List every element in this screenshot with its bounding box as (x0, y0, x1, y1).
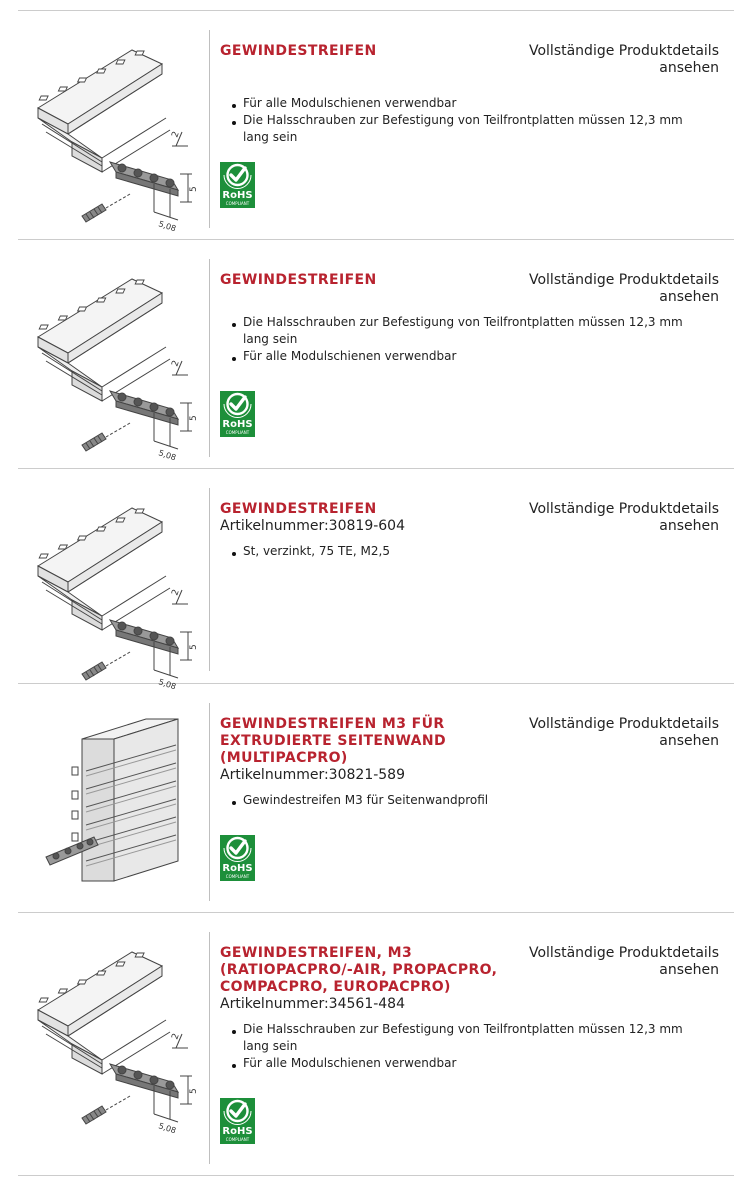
rohs-sublabel: COMPLIANT (225, 201, 250, 206)
column-separator (209, 30, 210, 228)
feature-bullet: St, verzinkt, 75 TE, M2,5 (230, 543, 700, 560)
feature-bullet: Gewindestreifen M3 für Seitenwandprofil (230, 792, 700, 809)
article-number: Artikelnummer:34561-484 (220, 996, 405, 1012)
threaded-strip-product-image[interactable] (22, 34, 208, 234)
feature-bullet: Für alle Modulschienen verwendbar (230, 95, 700, 112)
feature-bullet: Die Halsschrauben zur Befestigung von Teilfrontplatten müssen 12,3 mm lang sein (230, 314, 700, 348)
product-info (220, 716, 500, 784)
rohs-compliant-icon (220, 1098, 255, 1144)
feature-bullet: Die Halsschrauben zur Befestigung von Teilfrontplatten müssen 12,3 mm lang sein (230, 112, 700, 146)
view-product-details-link[interactable]: Vollständige Produktdetails ansehen (528, 272, 719, 305)
rohs-sublabel: COMPLIANT (225, 430, 250, 435)
svg-text:5,08: 5,08 (157, 677, 178, 692)
svg-text:2: 2 (170, 359, 182, 369)
column-separator (209, 259, 210, 457)
svg-text:2: 2 (170, 1032, 182, 1042)
rohs-compliant-icon (220, 835, 255, 881)
view-product-details-link[interactable]: Vollständige Produktdetails ansehen (528, 716, 719, 749)
product-info (220, 501, 500, 535)
product-row (0, 468, 746, 692)
product-title[interactable]: GEWINDESTREIFEN (220, 43, 377, 59)
threaded-strip-product-image[interactable] (22, 492, 208, 692)
side-wall-product-image[interactable] (22, 711, 208, 901)
product-title[interactable]: GEWINDESTREIFEN (220, 501, 377, 517)
svg-text:5,08: 5,08 (157, 219, 178, 234)
product-row (0, 683, 746, 912)
rohs-label: RoHS (222, 1126, 253, 1137)
product-row (0, 912, 746, 1175)
column-separator (209, 932, 210, 1164)
svg-text:2: 2 (170, 130, 182, 140)
article-number: Artikelnummer:30821-589 (220, 767, 405, 783)
feature-list (230, 543, 700, 560)
rohs-compliant-icon (220, 162, 255, 208)
article-number: Artikelnummer:30819-604 (220, 518, 405, 534)
rohs-label: RoHS (222, 863, 253, 874)
feature-bullet: Für alle Modulschienen verwendbar (230, 1055, 700, 1072)
product-row (0, 239, 746, 468)
svg-text:2: 2 (170, 588, 182, 598)
product-row (0, 10, 746, 239)
row-divider (18, 1175, 734, 1176)
feature-list (230, 314, 700, 365)
feature-list (230, 95, 700, 146)
svg-text:5,08: 5,08 (157, 1121, 178, 1136)
feature-list (230, 792, 700, 809)
product-info (220, 945, 500, 1013)
threaded-strip-product-image[interactable] (22, 263, 208, 463)
rohs-label: RoHS (222, 190, 253, 201)
svg-text:5: 5 (189, 186, 199, 192)
feature-bullet: Die Halsschrauben zur Befestigung von Teilfrontplatten müssen 12,3 mm lang sein (230, 1021, 700, 1055)
svg-text:5: 5 (189, 644, 199, 650)
svg-text:5: 5 (189, 1088, 199, 1094)
rohs-label: RoHS (222, 419, 253, 430)
view-product-details-link[interactable]: Vollständige Produktdetails ansehen (528, 501, 719, 534)
product-info (220, 272, 500, 289)
svg-text:5,08: 5,08 (157, 448, 178, 463)
threaded-strip-product-image[interactable] (22, 936, 208, 1136)
product-title[interactable]: GEWINDESTREIFEN (220, 272, 377, 288)
product-title[interactable]: GEWINDESTREIFEN M3 FÜR EXTRUDIERTE SEITENWAND (MULTIPACPRO) (220, 716, 447, 766)
svg-text:5: 5 (189, 415, 199, 421)
product-title[interactable]: GEWINDESTREIFEN, M3 (RATIOPACPRO/-AIR, PROPACPRO, COMPACPRO, EUROPACPRO) (220, 945, 498, 995)
rohs-sublabel: COMPLIANT (225, 874, 250, 879)
view-product-details-link[interactable]: Vollständige Produktdetails ansehen (528, 43, 719, 76)
column-separator (209, 703, 210, 901)
feature-list (230, 1021, 700, 1072)
column-separator (209, 488, 210, 671)
rohs-sublabel: COMPLIANT (225, 1137, 250, 1142)
product-info (220, 43, 500, 60)
view-product-details-link[interactable]: Vollständige Produktdetails ansehen (528, 945, 719, 978)
feature-bullet: Für alle Modulschienen verwendbar (230, 348, 700, 365)
rohs-compliant-icon (220, 391, 255, 437)
